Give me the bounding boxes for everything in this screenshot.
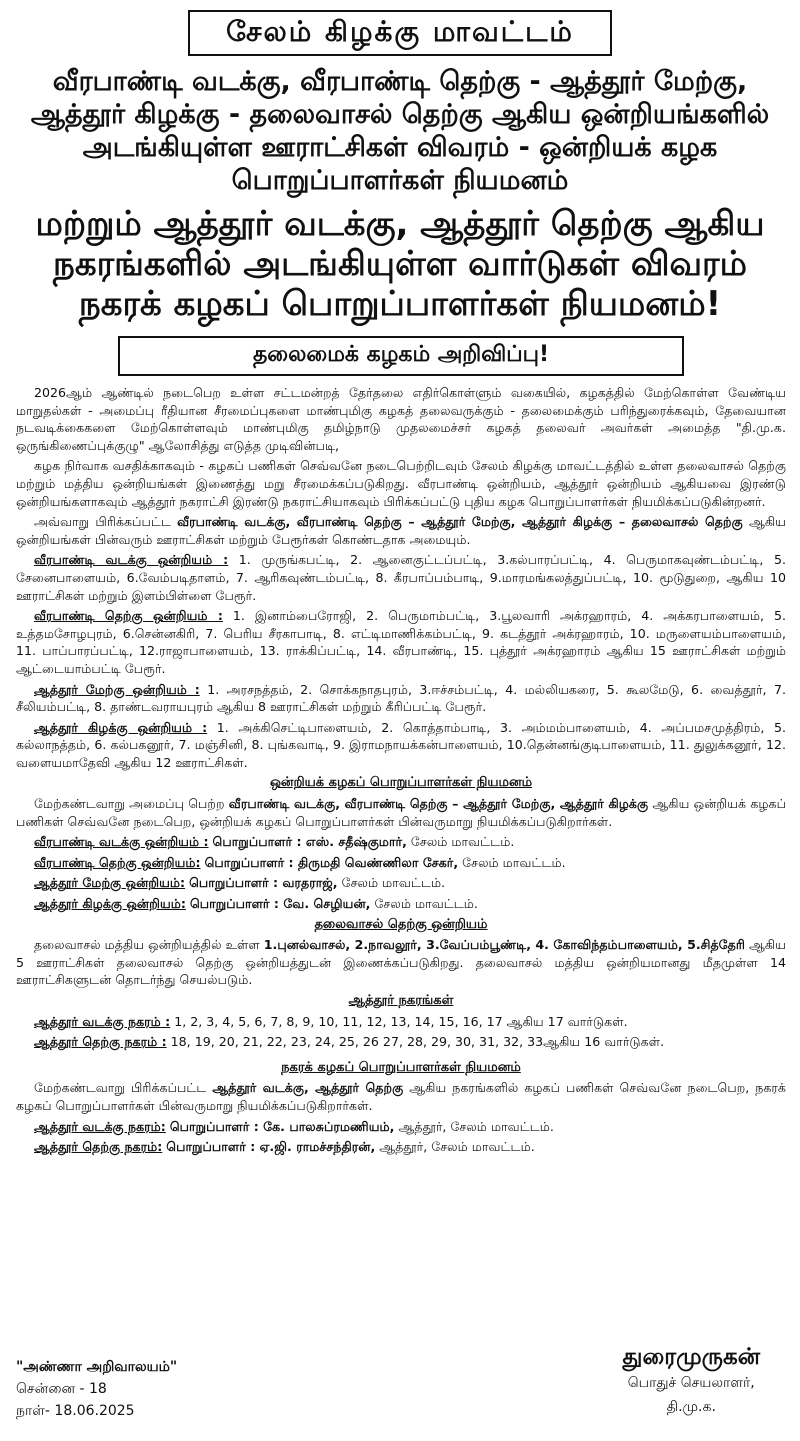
appointment-row: ஆத்தூர் மேற்கு ஒன்றியம்: பொறுப்பாளர் : வரதராஜ், சேலம் மாவட்டம். — [34, 875, 446, 891]
section-heading-town-appointments: நகரக் கழகப் பொறுப்பாளர்கள் நியமனம் — [281, 1059, 521, 1075]
headline-unions: வீரபாண்டி வடக்கு, வீரபாண்டி தெற்கு - ஆத்தூர் மேற்கு, ஆத்தூர் கிழக்கு - தலைவாசல் தெற்கு ஆகிய ஒன்றியங்களில் அடங்கியுள்ள ஊராட்சிகள் விவரம் - ஒன்றியக் கழக பொறுப்பாளர்கள் நியமனம் — [30, 66, 770, 196]
town-appointments-intro: மேற்கண்டவாறு பிரிக்கப்பட்ட ஆத்தூர் வடக்கு, ஆத்தூர் தெற்கு ஆகிய நகரங்களில் கழகப் பணிகள் செவ்வனே நடைபெற, நகரக் கழகப் பொறுப்பாளர்கள் பின்வருமாறு நியமிக்கப்படுகிறார்கள். — [16, 1080, 786, 1113]
party-name: தி.மு.க. — [666, 1399, 716, 1415]
union-list-item: ஆத்தூர் மேற்கு ஒன்றியம் : 1. அரசநத்தம், 2. சொக்கநாதபுரம், 3.ஈச்சம்பட்டி, 4. மல்லியகரை, 5. கூலமேடு, 6. வைத்தூர், 7. சீலியம்பட்டி, 8. தாண்டவராயபுரம் ஆகிய 8 ஊராட்சிகள் மற்றும் கீரிப்பட்டி பேரூர். — [16, 681, 786, 715]
section-heading-towns: ஆத்தூர் நகரங்கள் — [348, 993, 454, 1008]
town-wards-row: ஆத்தூர் வடக்கு நகரம் : 1, 2, 3, 4, 5, 6, 7, 8, 9, 10, 11, 12, 13, 14, 15, 16, 17 ஆகிய 17 வார்டுகள். — [34, 1013, 628, 1029]
union-appointments-intro: மேற்கண்டவாறு அமைப்பு பெற்ற வீரபாண்டி வடக்கு, வீரபாண்டி தெற்கு – ஆத்தூர் மேற்கு, ஆத்தூர் கிழக்கு ஆகிய ஒன்றியக் கழகப் பணிகள் செவ்வனே நடைபெற, ஒன்றியக் கழகப் பொறுப்பாளர்கள் பின்வருமாறு நியமிக்கப்படுகிறார்கள். — [16, 796, 786, 829]
release-date: நாள்- 18.06.2025 — [16, 1403, 135, 1419]
appointment-row: ஆத்தூர் கிழக்கு ஒன்றியம்: பொறுப்பாளர் : வே. செழியன், சேலம் மாவட்டம். — [34, 896, 478, 912]
section-heading-union-appointments: ஒன்றியக் கழகப் பொறுப்பாளர்கள் நியமனம் — [269, 775, 533, 791]
town-wards-row: ஆத்தூர் தெற்கு நகரம் : 18, 19, 20, 21, 22, 23, 24, 25, 26 27, 28, 29, 30, 31, 32, 33ஆகிய 16 வார்டுகள். — [34, 1034, 665, 1050]
union-list-item: ஆத்தூர் கிழக்கு ஒன்றியம் : 1. அக்கிசெட்டிபாளையம், 2. கொத்தாம்பாடி, 3. அம்மம்பாளையம், 4. அப்பமசமுத்திரம், 5. கல்லாநத்தம், 6. கல்பகனூர், 7. மஞ்சினி, 8. புங்கவாடி, 9. இராமநாயக்கன்பாளையம், 10.தென்னங்குடிபாளையம், 11. துலுக்கனூர், 12. வளையமாதேவி ஆகிய 12 ஊராட்சிகள். — [16, 719, 787, 770]
signatory-title: பொதுச் செயலாளர், — [627, 1375, 755, 1391]
appointment-row: ஆத்தூர் தெற்கு நகரம்: பொறுப்பாளர் : ஏ.ஜி. ராமச்சந்திரன், ஆத்தூர், சேலம் மாவட்டம். — [34, 1139, 535, 1155]
appointment-row: வீரபாண்டி தெற்கு ஒன்றியம்: பொறுப்பாளர் : திருமதி வெண்ணிலா சேகர், சேலம் மாவட்டம். — [34, 854, 566, 870]
appointment-row: ஆத்தூர் வடக்கு நகரம்: பொறுப்பாளர் : கே. பாலசுப்ரமணியம், ஆத்தூர், சேலம் மாவட்டம். — [34, 1118, 554, 1134]
signatory-name: துரைமுருகன் — [622, 1344, 760, 1370]
notice-title: தலைமைக் கழகம் அறிவிப்பு! — [118, 336, 684, 376]
announcement-body — [16, 384, 786, 1159]
intro-paragraph-2: கழக நிர்வாக வசதிக்காகவும் - கழகப் பணிகள் செவ்வனே நடைபெற்றிடவும் சேலம் கிழக்கு மாவட்டத்தில் உள்ள தலைவாசல் தெற்கு மற்றும் மத்திய ஒன்றியங்கள் இணைத்து மறு சீரமைக்கப்படுகிறது. வீரபாண்டி ஒன்றியம், ஆத்தூர் ஒன்றியம் ஆகியவை இரண்டு ஒன்றியங்களாகவும் ஆத்தூர் நகராட்சி இரண்டு நகராட்சியாகவும் பிரிக்கப்பட்டு புதிய கழக பொறுப்பாளர்கள் நியமிக்கப்படுகின்றனர். — [16, 458, 786, 509]
intro-paragraph-1: 2026ஆம் ஆண்டில் நடைபெற உள்ள சட்டமன்றத் தேர்தலை எதிர்கொள்ளும் வகையில், கழகத்தில் மேற்கொள்ள வேண்டிய மாறுதல்கள் - அமைப்பு ரீதியான சீரமைப்புகளை மாண்புமிகு கழகத் தலைவருக்கும் - தலைமைக்கும் பரிந்துரைக்கவும், தேவையான நடவடிக்கைகளை மேற்கொள்ளவும் மாண்புமிகு தமிழ்நாடு முதலமைச்சர் கழகத் தலைவர் அவர்கள் அமைத்த "தி.மு.க. ஒருங்கிணைப்புக்குழு" ஆலோசித்து எடுத்த முடிவின்படி, — [16, 385, 786, 453]
issuing-office — [16, 1356, 177, 1422]
union-list-item: வீரபாண்டி தெற்கு ஒன்றியம் : 1. இனாம்பைரோஜி, 2. பெருமாம்பட்டி, 3.பூலவாரி அக்ரஹாரம், 4. அக்கரபாளையம், 5. உத்தமசோழபுரம், 6.சென்னகிரி, 7. பெரிய சீரகாபாடி, 8. எட்டிமாணிக்கம்பட்டி, 9. கடத்தூர் அக்ரஹாரம், 10. மருளையம்பாளையம், 11. பாப்பாரப்பட்டி, 12.ராஜாபாளையம், 13. ராக்கிப்பட்டி, 14. வீரபாண்டி, 15. புத்தூர் அக்ரஹாரம் ஆகிய 15 ஊராட்சிகள் மற்றும் ஆட்டையாம்பட்டி பேரூர். — [16, 608, 786, 676]
appointment-row: வீரபாண்டி வடக்கு ஒன்றியம் : பொறுப்பாளர் : எஸ். சதீஷ்குமார், சேலம் மாவட்டம். — [34, 834, 515, 850]
office-city: சென்னை - 18 — [16, 1381, 107, 1397]
signature-block — [623, 1345, 760, 1419]
intro-paragraph-3: அவ்வாறு பிரிக்கப்பட்ட வீரபாண்டி வடக்கு, வீரபாண்டி தெற்கு – ஆத்தூர் மேற்கு, ஆத்தூர் கிழக்கு – தலைவாசல் தெற்கு ஆகிய ஒன்றியங்கள் பின்வரும் ஊராட்சிகள் மற்றும் பேரூர்கள் கொண்டதாக அமையும். — [16, 514, 786, 547]
thalaivasal-paragraph: தலைவாசல் மத்திய ஒன்றியத்தில் உள்ள 1.புனல்வாசல், 2.நாவலூர், 3.வேப்பம்பூண்டி, 4. கோவிந்தம்பாளையம், 5.சித்தேரி ஆகிய 5 ஊராட்சிகள் தலைவாசல் தெற்கு ஒன்றியத்துடன் இணைக்கப்படுகிறது. தலைவாசல் மத்திய ஒன்றியமானது மீதமுள்ள 14 ஊராட்சிகளுடன் தொடர்ந்து செயல்படும். — [16, 937, 786, 988]
section-heading-thalaivasal: தலைவாசல் தெற்கு ஒன்றியம் — [314, 916, 488, 932]
office-name: "அண்ணா அறிவாலயம்" — [16, 1359, 178, 1375]
union-list-item: வீரபாண்டி வடக்கு ஒன்றியம் : 1. முருங்கபட்டி, 2. ஆனைகுட்டப்பட்டி, 3.கல்பாரப்பட்டி, 4. பெருமாகவுண்டம்பட்டி, 5. சேனைபாளையம், 6.வேம்படிதாளம், 7. ஆரிகவுண்டம்பட்டி, 8. கீரபாப்பம்பாடி, 9.மாரமங்கலத்துப்பட்டி, 10. மூடுதுறை, ஆகிய 10 ஊராட்சிகள் மற்றும் இளம்பிள்ளை பேரூர். — [16, 552, 786, 603]
district-title: சேலம் கிழக்கு மாவட்டம் — [188, 10, 612, 56]
headline-towns: மற்றும் ஆத்தூர் வடக்கு, ஆத்தூர் தெற்கு ஆகிய நகரங்களில் அடங்கியுள்ள வார்டுகள் விவரம் நகரக் கழகப் பொறுப்பாளர்கள் நியமனம்! — [35, 204, 765, 325]
